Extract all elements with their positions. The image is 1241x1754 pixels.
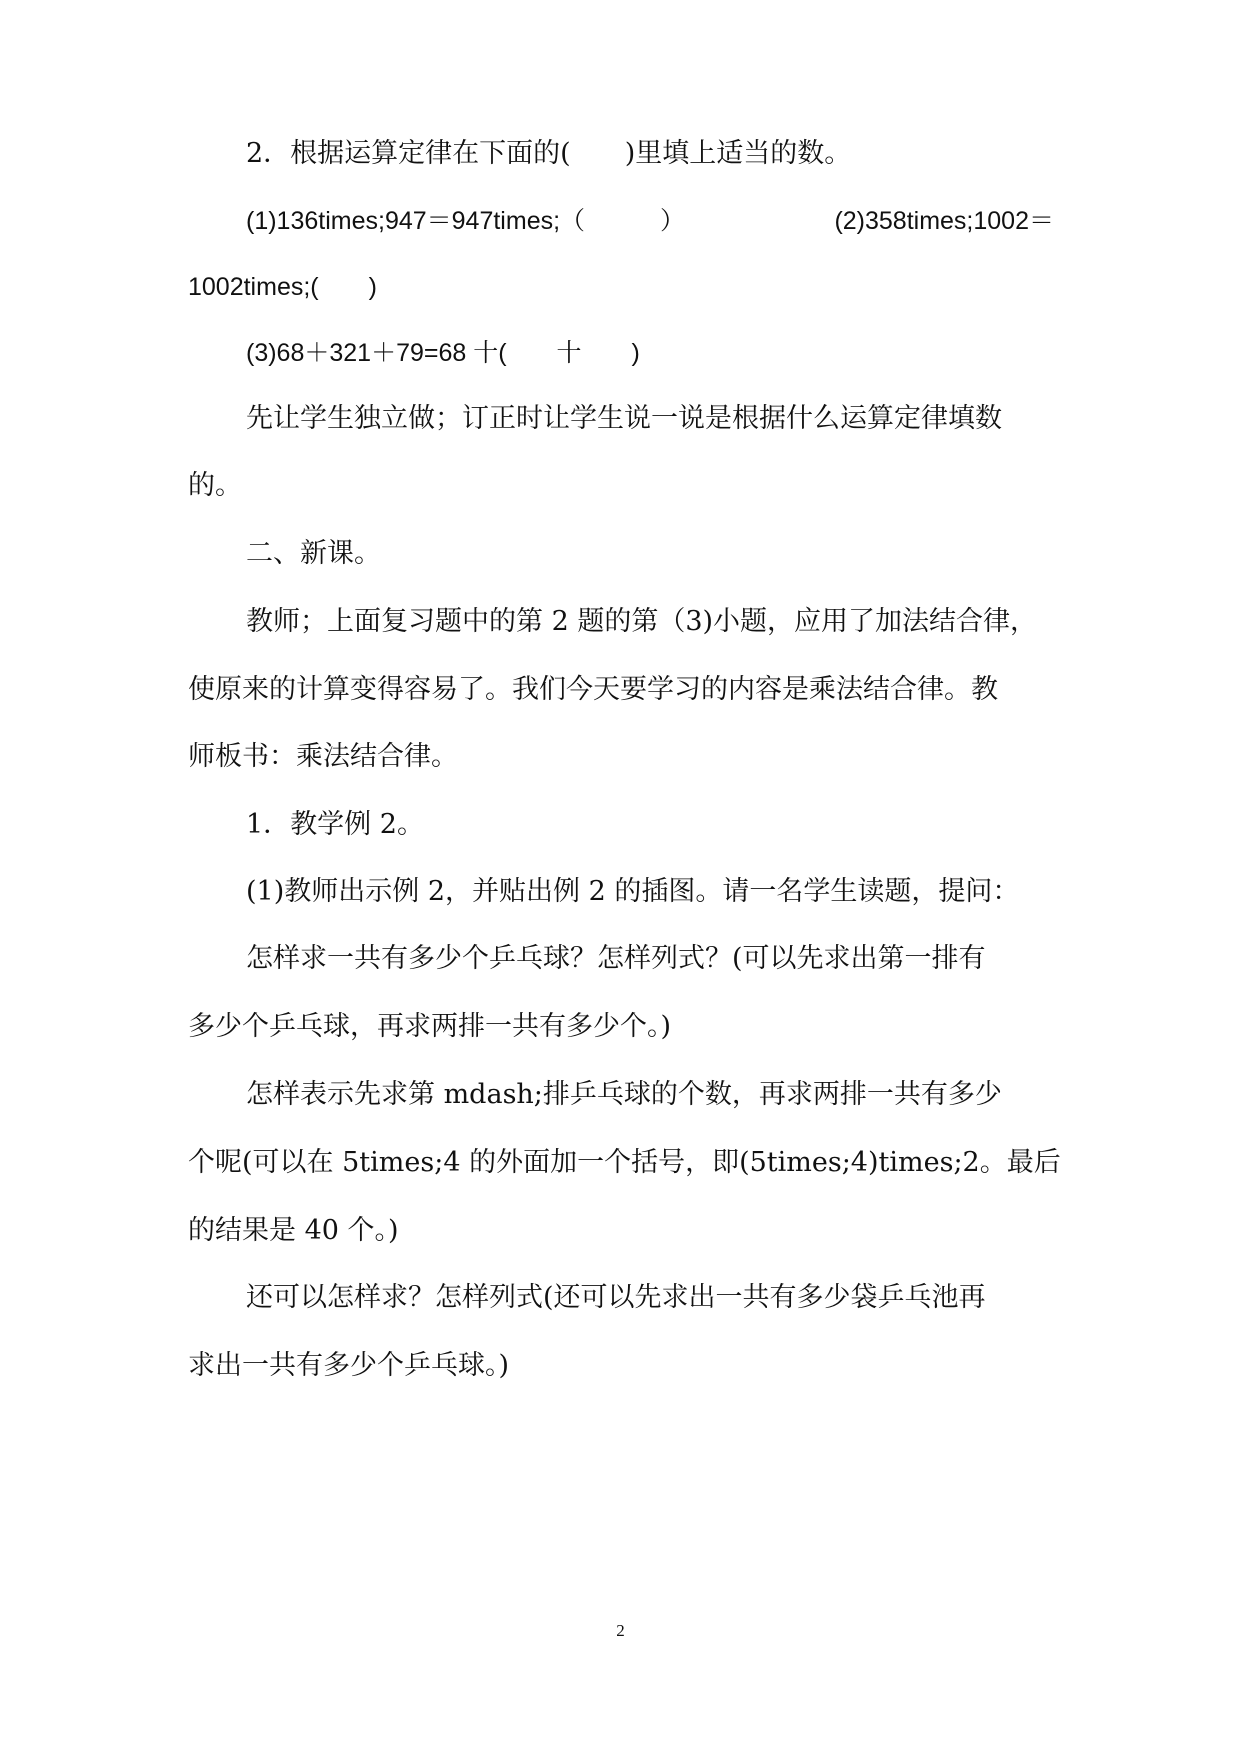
paragraph-line: 多少个乒乓球，再求两排一共有多少个。) — [188, 1011, 672, 1042]
paragraph-line: 还可以怎样求？怎样列式(还可以先求出一共有多少袋乒乓池再 — [246, 1282, 986, 1313]
paragraph-line: (1)教师出示例 2，并贴出例 2 的插图。请一名学生读题，提问： — [246, 876, 1020, 907]
paragraph-line: 个呢(可以在 5times;4 的外面加一个括号，即(5times;4)times;2。最后 — [188, 1147, 1061, 1178]
paragraph-line: 师板书：乘法结合律。 — [188, 741, 458, 772]
paragraph-line: 教师；上面复习题中的第 2 题的第（3)小题，应用了加法结合律， — [246, 606, 1038, 637]
exercise-2-item-1: (1)136times;947＝947times;（ ） — [246, 207, 686, 235]
subsection-heading: 1．教学例 2。 — [246, 809, 424, 840]
paragraph-line: 求出一共有多少个乒乓球。) — [188, 1350, 510, 1381]
page-number: 2 — [616, 1621, 625, 1640]
paragraph-line: 先让学生独立做；订正时让学生说一说是根据什么运算定律填数 — [246, 403, 1002, 434]
paragraph-line: 的结果是 40 个。) — [188, 1215, 399, 1246]
paragraph-line: 的。 — [188, 470, 242, 501]
paragraph-line: 使原来的计算变得容易了。我们今天要学习的内容是乘法结合律。教 — [188, 674, 998, 705]
exercise-2-item-2-start: (2)358times;1002＝ — [834, 207, 1054, 235]
exercise-2-items-row — [246, 201, 1054, 241]
exercise-2-heading: 2．根据运算定律在下面的( )里填上适当的数。 — [246, 138, 852, 169]
exercise-2-item-2-end: 1002times;( ) — [188, 273, 377, 301]
exercise-2-item-3: (3)68＋321＋79=68 十( 十 ) — [246, 339, 640, 367]
paragraph-line: 怎样表示先求第 mdash;排乒乓球的个数，再求两排一共有多少 — [246, 1079, 1002, 1110]
section-heading-new-lesson: 二、新课。 — [246, 538, 381, 569]
paragraph-line: 怎样求一共有多少个乒乓球？怎样列式？(可以先求出第一排有 — [246, 943, 986, 974]
